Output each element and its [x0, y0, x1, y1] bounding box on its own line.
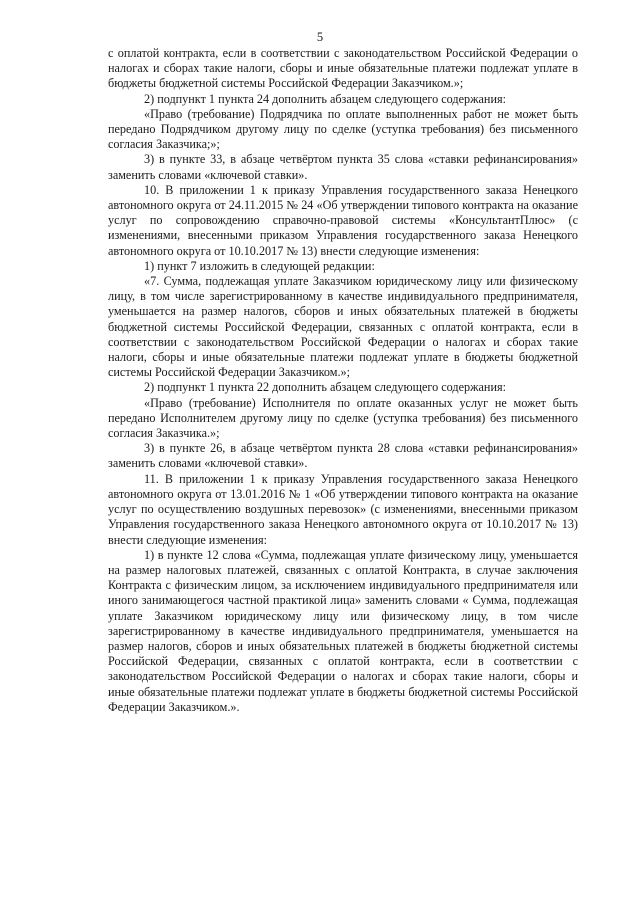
document-body [108, 46, 578, 715]
paragraph: с оплатой контракта, если в соответствии с законодательством Российской Федерации о налогах и сборах такие налоги, сборы и иные обязательные платежи подлежат уплате в бюджеты бюджетной системы Российской Федерации Заказчиком.»; [108, 46, 578, 91]
page-number: 5 [316, 30, 324, 44]
paragraph: «7. Сумма, подлежащая уплате Заказчиком юридическому лицу или физическому лицу, в том числе зарегистрированному в качестве индивидуального предпринимателя, уменьшается на размер налогов, сборов и иных обязательных платежей в бюджеты бюджетной системы Российской Федерации, связанных с оплатой контракта, если в соответствии с законодательством Российской Федерации о налогах и сборах такие налоги, сборы и иные обязательные платежи подлежат уплате в бюджеты бюджетной системы Российской Федерации Заказчиком.»; [108, 274, 578, 380]
paragraph: «Право (требование) Исполнителя по оплате оказанных услуг не может быть передано Исполнителем другому лицу по сделке (уступка требования) без письменного согласия Заказчика.»; [108, 395, 578, 441]
paragraph: 2) подпункт 1 пункта 22 дополнить абзацем следующего содержания: [144, 380, 506, 395]
paragraph: «Право (требование) Подрядчика по оплате выполненных работ не может быть передано Подрядчиком другому лицу по сделке (уступка требования) без письменного согласия Заказчика;»; [108, 106, 578, 152]
paragraph: 3) в пункте 33, в абзаце четвёртом пункта 35 слова «ставки рефинансирования» заменить словами «ключевой ставки». [108, 152, 578, 182]
paragraph: 10. В приложении 1 к приказу Управления государственного заказа Ненецкого автономного округа от 24.11.2015 № 24 «Об утверждении типового контракта на оказание услуг по сопровождению справочно-правовой системы «КонсультантПлюс» (с изменениями, внесенными приказом Управления государственного заказа Ненецкого автономного округа от 10.10.2017 № 13) внести следующие изменения: [108, 182, 578, 258]
paragraph: 11. В приложении 1 к приказу Управления государственного заказа Ненецкого автономного округа от 13.01.2016 № 1 «Об утверждении типового контракта на оказание услуг по осуществлению воздушных перевозок» (с изменениями, внесенными приказом Управления государственного заказа Ненецкого автономного округа от 10.10.2017 № 13) внести следующие изменения: [108, 471, 578, 547]
paragraph: 2) подпункт 1 пункта 24 дополнить абзацем следующего содержания: [144, 91, 506, 106]
paragraph: 1) в пункте 12 слова «Сумма, подлежащая уплате физическому лицу, уменьшается на размер налоговых платежей, связанных с оплатой Контракта, в случае заключения Контракта с физическим лицом, за исключением индивидуального предпринимателя или иного занимающегося частной практикой лица» заменить словами « Сумма, подлежащая уплате Заказчиком юридическому лицу или физическому лицу, в том числе зарегистрированному в качестве индивидуального предпринимателя, уменьшается на размер налогов, сборов и иных обязательных платежей в бюджеты бюджетной системы Российской Федерации, связанных с оплатой контракта, если в соответствии с законодательством Российской Федерации о налогах и сборах такие налоги, сборы и иные обязательные платежи подлежат уплате в бюджеты бюджетной системы Российской Федерации Заказчиком.». [108, 547, 578, 714]
paragraph: 3) в пункте 26, в абзаце четвёртом пункта 28 слова «ставки рефинансирования» заменить словами «ключевой ставки». [108, 441, 578, 471]
paragraph: 1) пункт 7 изложить в следующей редакции: [144, 258, 375, 273]
